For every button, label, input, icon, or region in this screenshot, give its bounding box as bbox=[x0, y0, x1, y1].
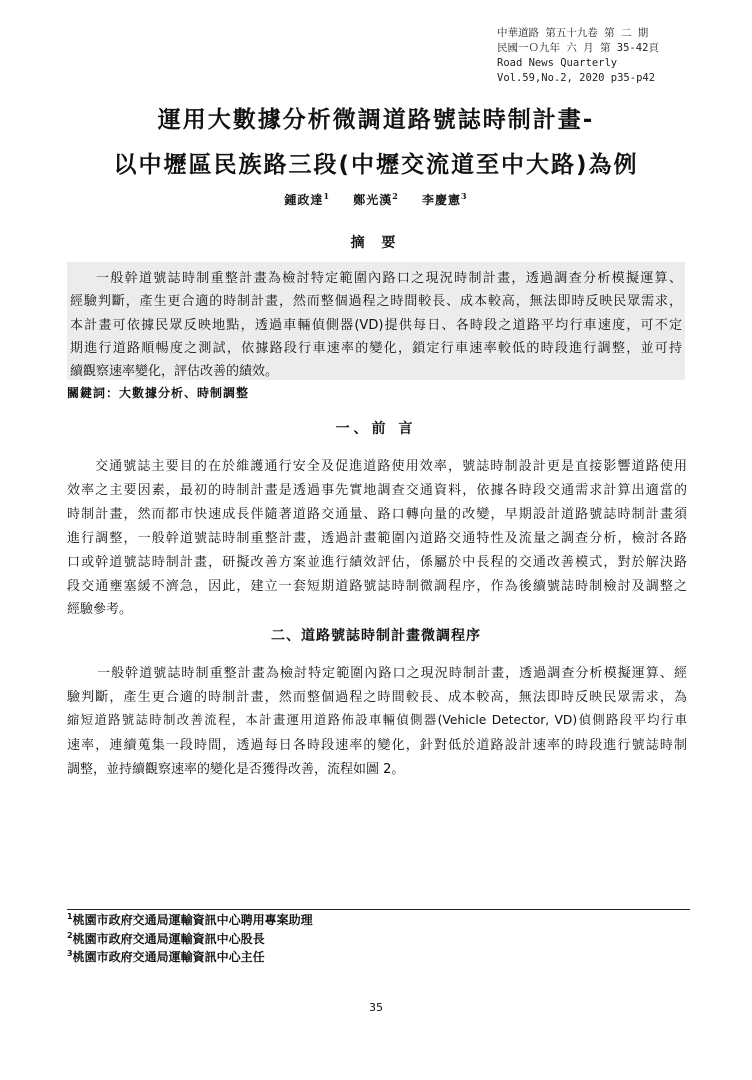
journal-issue: 中華道路 第五十九卷 第 二 期 bbox=[497, 27, 649, 39]
paper-title-line-1: 運用大數據分析微調道路號誌時制計畫- bbox=[157, 107, 595, 133]
journal-volume: Vol.59,No.2, 2020 p35-p42 bbox=[497, 72, 656, 84]
author-list bbox=[0, 191, 752, 208]
body-line: 經驗參考。 bbox=[67, 602, 133, 617]
footnote: $^2$桃園市政府交通局運輸資訊中心股長 bbox=[67, 931, 265, 946]
body-line: 進行調整，一般幹道號誌時制重整計畫，透過計畫範圍內道路交通特性及流量之調查分析，檢討各路 bbox=[67, 531, 687, 546]
footnote: $^3$桃園市政府交通局運輸資訊中心主任 bbox=[67, 949, 265, 964]
body-line: 調整，並持續觀察速率的變化是否獲得改善，流程如圖 2。 bbox=[67, 762, 405, 777]
author: 鄭光漢$^2$ bbox=[353, 191, 399, 207]
abstract-heading: 摘 要 bbox=[350, 235, 402, 251]
author: 鍾政達$^1$ bbox=[284, 191, 331, 207]
abstract-line: 本計畫可依據民眾反映地點，透過車輛偵側器(VD)提供每日、各時段之道路平均行車速度，可不定 bbox=[70, 318, 682, 333]
author: 李慶憲$^3$ bbox=[421, 191, 468, 207]
body-line: 交通號誌主要目的在於維護通行安全及促進道路使用效率，號誌時制設計更是直接影響道路使用 bbox=[95, 459, 687, 474]
journal-info bbox=[497, 26, 727, 86]
keywords: 關鍵詞：大數據分析、時制調整 bbox=[67, 386, 250, 400]
body-line: 縮短道路號誌時制改善流程，本計畫運用道路佈設車輛偵側器(Vehicle Detector, VD)偵側路段平均行車 bbox=[67, 713, 687, 727]
body-line: 效率之主要因素，最初的時制計畫是透過事先實地調查交通資料，依據各時段交通需求計算出適當的 bbox=[67, 483, 687, 498]
journal-english-name: Road News Quarterly bbox=[497, 57, 618, 69]
journal-date-pages: 民國一Ｏ九年 六 月 第 35-42頁 bbox=[497, 42, 659, 54]
abstract-line: 一般幹道號誌時制重整計畫為檢討特定範圍內路口之現況時制計畫，透過調查分析模擬運算、 bbox=[96, 271, 682, 286]
footnote-divider bbox=[67, 909, 690, 910]
abstract-box bbox=[67, 262, 685, 380]
body-line: 口或幹道號誌時制計畫，研擬改善方案並進行績效評估，係屬於中長程的交通改善模式，對於解決路 bbox=[67, 555, 687, 570]
section-heading-introduction: 一、前 言 bbox=[335, 421, 417, 437]
section-heading-procedure: 二、道路號誌時制計畫微調程序 bbox=[271, 628, 481, 644]
body-line: 驗判斷，產生更合適的時制計畫，然而整個過程之時間較長、成本較高，無法即時反映民眾需求，為 bbox=[67, 690, 687, 705]
paper-title-line-2: 以中壢區民族路三段(中壢交流道至中大路)為例 bbox=[113, 152, 639, 178]
abstract-line: 期進行道路順暢度之測試，依據路段行車速率的變化，鎖定行車速率較低的時段進行調整，並可持 bbox=[70, 341, 682, 356]
body-line: 一般幹道號誌時制重整計畫為檢討特定範圍內路口之現況時制計畫，透過調查分析模擬運算、經 bbox=[97, 666, 687, 681]
page-number: 35 bbox=[369, 1001, 383, 1014]
abstract-line: 續觀察速率變化，評估改善的績效。 bbox=[70, 364, 279, 379]
body-line: 速率，連續蒐集一段時間，透過每日各時段速率的變化，針對低於道路設計速率的時段進行號誌時制 bbox=[67, 738, 687, 753]
footnote: $^1$桃園市政府交通局運輸資訊中心聘用專案助理 bbox=[67, 912, 313, 927]
body-line: 段交通壅塞緩不濟急，因此，建立一套短期道路號誌時制微調程序，作為後續號誌時制檢討及調整之 bbox=[67, 579, 687, 594]
abstract-line: 經驗判斷，產生更合適的時制計畫，然而整個過程之時間較長、成本較高，無法即時反映民眾需求， bbox=[70, 294, 682, 309]
body-line: 時制計畫，然而都市快速成長伴隨著道路交通量、路口轉向量的改變，早期設計道路號誌時制計畫須 bbox=[67, 507, 687, 522]
